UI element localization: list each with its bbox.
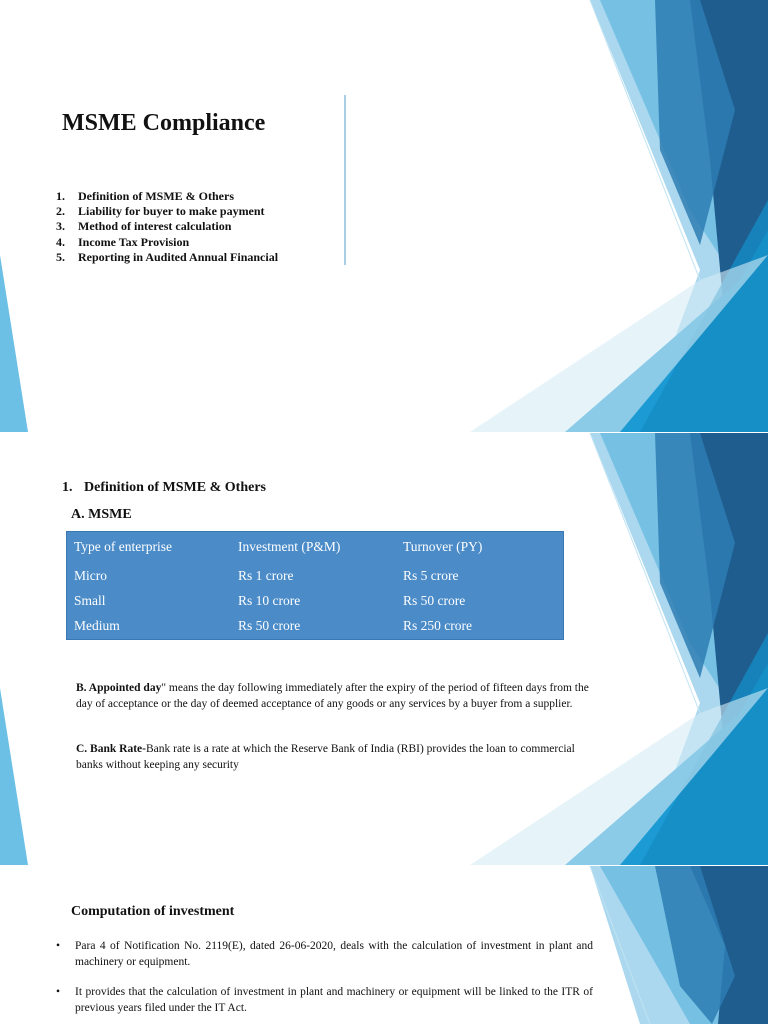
bank-rate-paragraph: C. Bank Rate-Bank rate is a rate at which the Reserve Bank of India (RBI) provides the loan to commercial banks without keeping any security [76, 743, 575, 771]
table-header: Type of enterprise [74, 539, 173, 554]
table-cell: Small [74, 593, 106, 608]
table-cell: Rs 50 crore [403, 593, 466, 608]
table-cell: Micro [74, 568, 107, 583]
table-header: Investment (P&M) [238, 539, 341, 554]
list-item: • It provides that the calculation of investment in plant and machinery or equipment will be linked to the ITR of previous years filed under the IT Act. [56, 986, 593, 1014]
table-cell: Rs 5 crore [403, 568, 459, 583]
divider-line [344, 95, 346, 265]
table-cell: Medium [74, 618, 120, 633]
section-heading: 1. Definition of MSME & Others [62, 480, 266, 495]
table-cell: Rs 50 crore [238, 618, 301, 633]
slide-title: MSME Compliance [62, 110, 266, 136]
appointed-day-paragraph: B. Appointed day" means the day following immediately after the expiry of the period of fifteen days from the day of acceptance or the day of deemed acceptance of any goods or any services by a buyer from a supplier. [76, 682, 589, 710]
table-cell: Rs 250 crore [403, 618, 472, 633]
slide-1 [0, 0, 768, 432]
slide-3 [0, 866, 768, 1024]
bullet-list [56, 938, 593, 1024]
table-cell: Rs 10 crore [238, 593, 301, 608]
list-item: 1. Definition of MSME & Others [56, 189, 234, 203]
bullet-icon: • [56, 940, 61, 952]
msme-table [66, 531, 564, 640]
list-item: • Para 4 of Notification No. 2119(E), dated 26-06-2020, deals with the calculation of investment in plant and machinery or equipment. [56, 940, 593, 968]
slide-2 [0, 433, 768, 865]
subheading-msme: A. MSME [71, 507, 132, 522]
table-header: Turnover (PY) [403, 539, 483, 554]
list-item: 2. Liability for buyer to make payment [56, 204, 265, 219]
section-heading: Computation of investment [71, 904, 235, 919]
list-item: 4. Income Tax Provision [56, 234, 190, 249]
topic-list [56, 189, 278, 265]
decorative-facets [0, 433, 768, 865]
bullet-icon: • [56, 986, 61, 998]
table-cell: Rs 1 crore [238, 568, 294, 583]
list-item: 3. Method of interest calculation [56, 219, 232, 234]
list-item: 5. Reporting in Audited Annual Financial [56, 249, 279, 264]
